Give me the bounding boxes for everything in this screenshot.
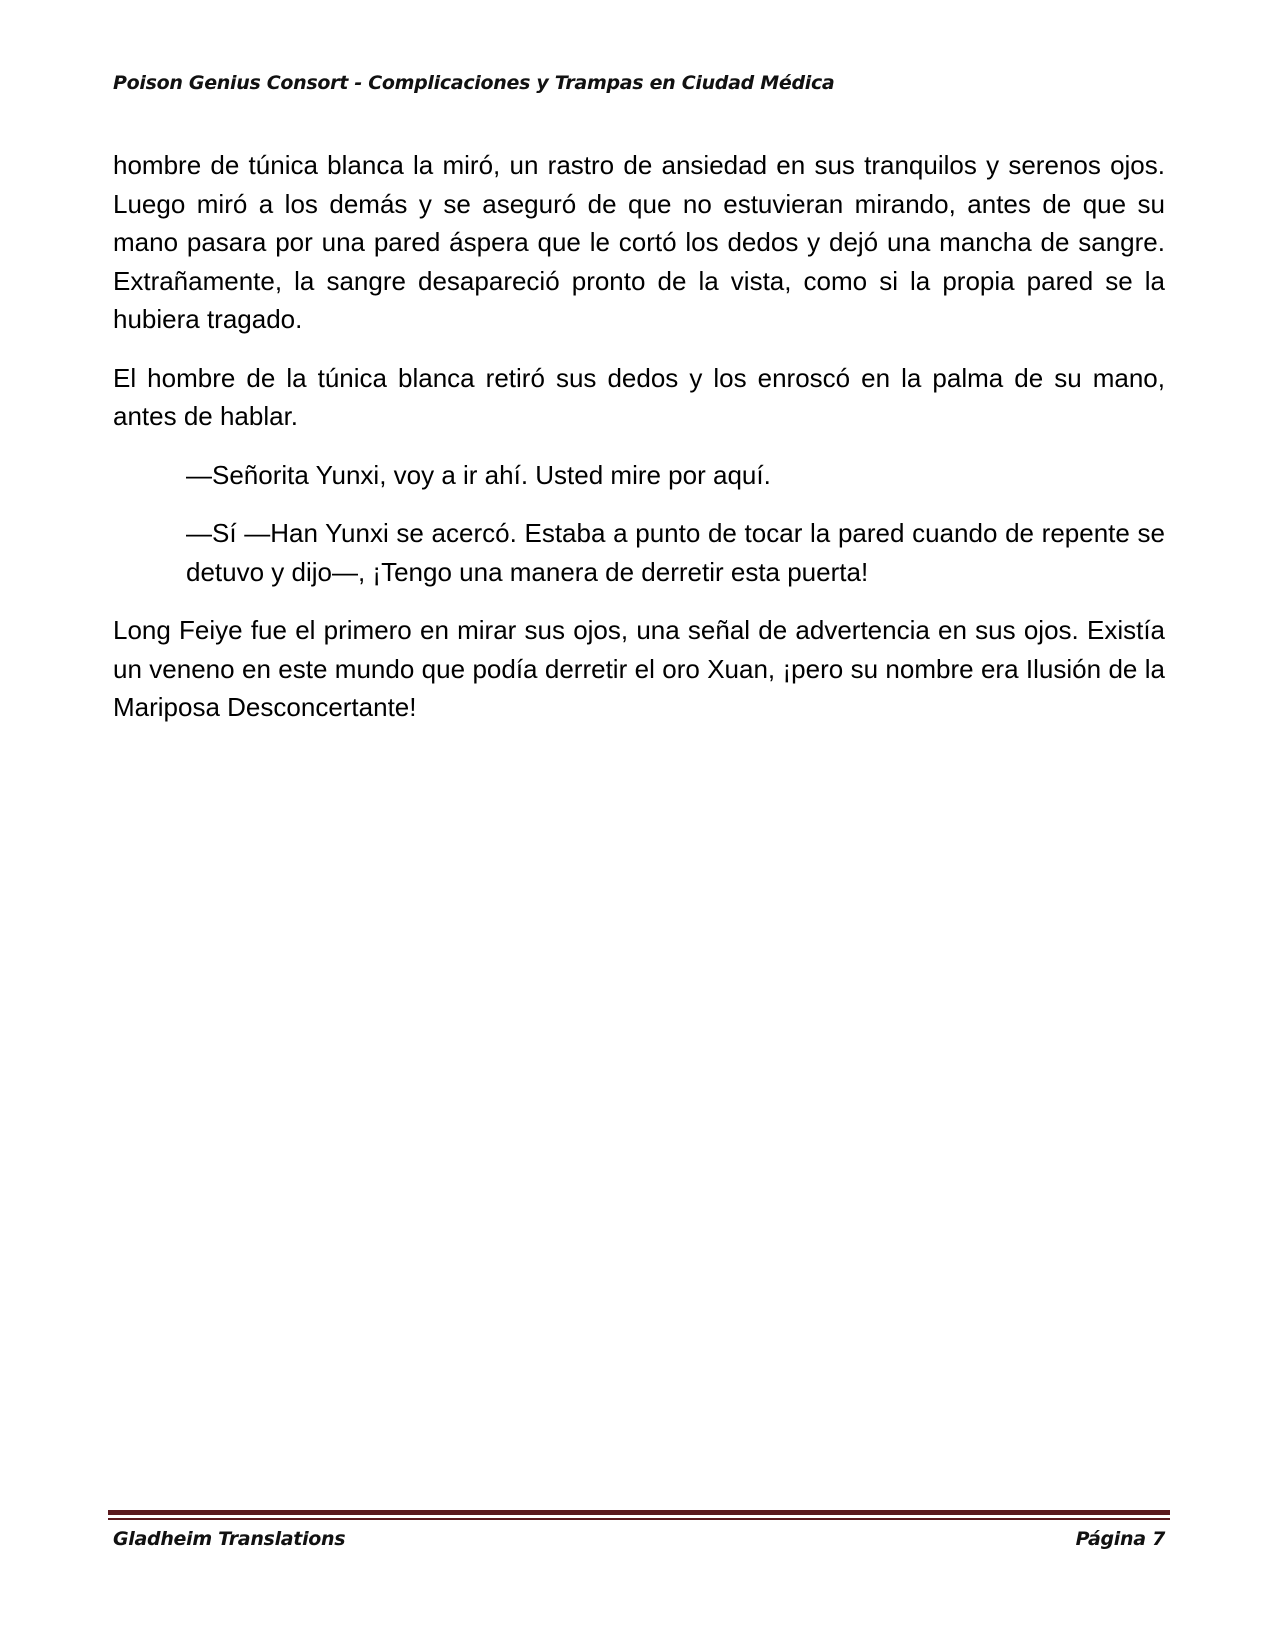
page-header-title: Poison Genius Consort - Complicaciones y Trampas en Ciudad Médica (113, 72, 835, 94)
footer-page-number: Página 7 (1075, 1528, 1165, 1550)
footer-divider (108, 1510, 1170, 1522)
footer-divider-thin (108, 1518, 1170, 1520)
document-body (113, 146, 1165, 747)
paragraph: Long Feiye fue el primero en mirar sus ojos, una señal de advertencia en sus ojos. Existía un veneno en este mundo que podía derretir el oro Xuan, ¡pero su nombre era Ilusión de la Mariposa Desconcertante! (113, 615, 1165, 722)
footer-divider-thick (108, 1510, 1170, 1515)
paragraph: El hombre de la túnica blanca retiró sus dedos y los enroscó en la palma de su mano, antes de hablar. (113, 362, 1165, 431)
dialogue-paragraph: —Sí —Han Yunxi se acercó. Estaba a punto de tocar la pared cuando de repente se detuvo y dijo—, ¡Tengo una manera de derretir esta puerta! (186, 518, 1165, 587)
dialogue-paragraph: —Señorita Yunxi, voy a ir ahí. Usted mire por aquí. (186, 459, 771, 490)
paragraph: hombre de túnica blanca la miró, un rastro de ansiedad en sus tranquilos y serenos ojos. Luego miró a los demás y se aseguró de que no estuvieran mirando, antes de que su mano pasara por una pared áspera que le cortó los dedos y dejó una mancha de sangre. Extrañamente, la sangre desapareció pronto de la vista, como si la propia pared se la hubiera tragado. (113, 150, 1165, 334)
footer-publisher: Gladheim Translations (113, 1528, 346, 1550)
